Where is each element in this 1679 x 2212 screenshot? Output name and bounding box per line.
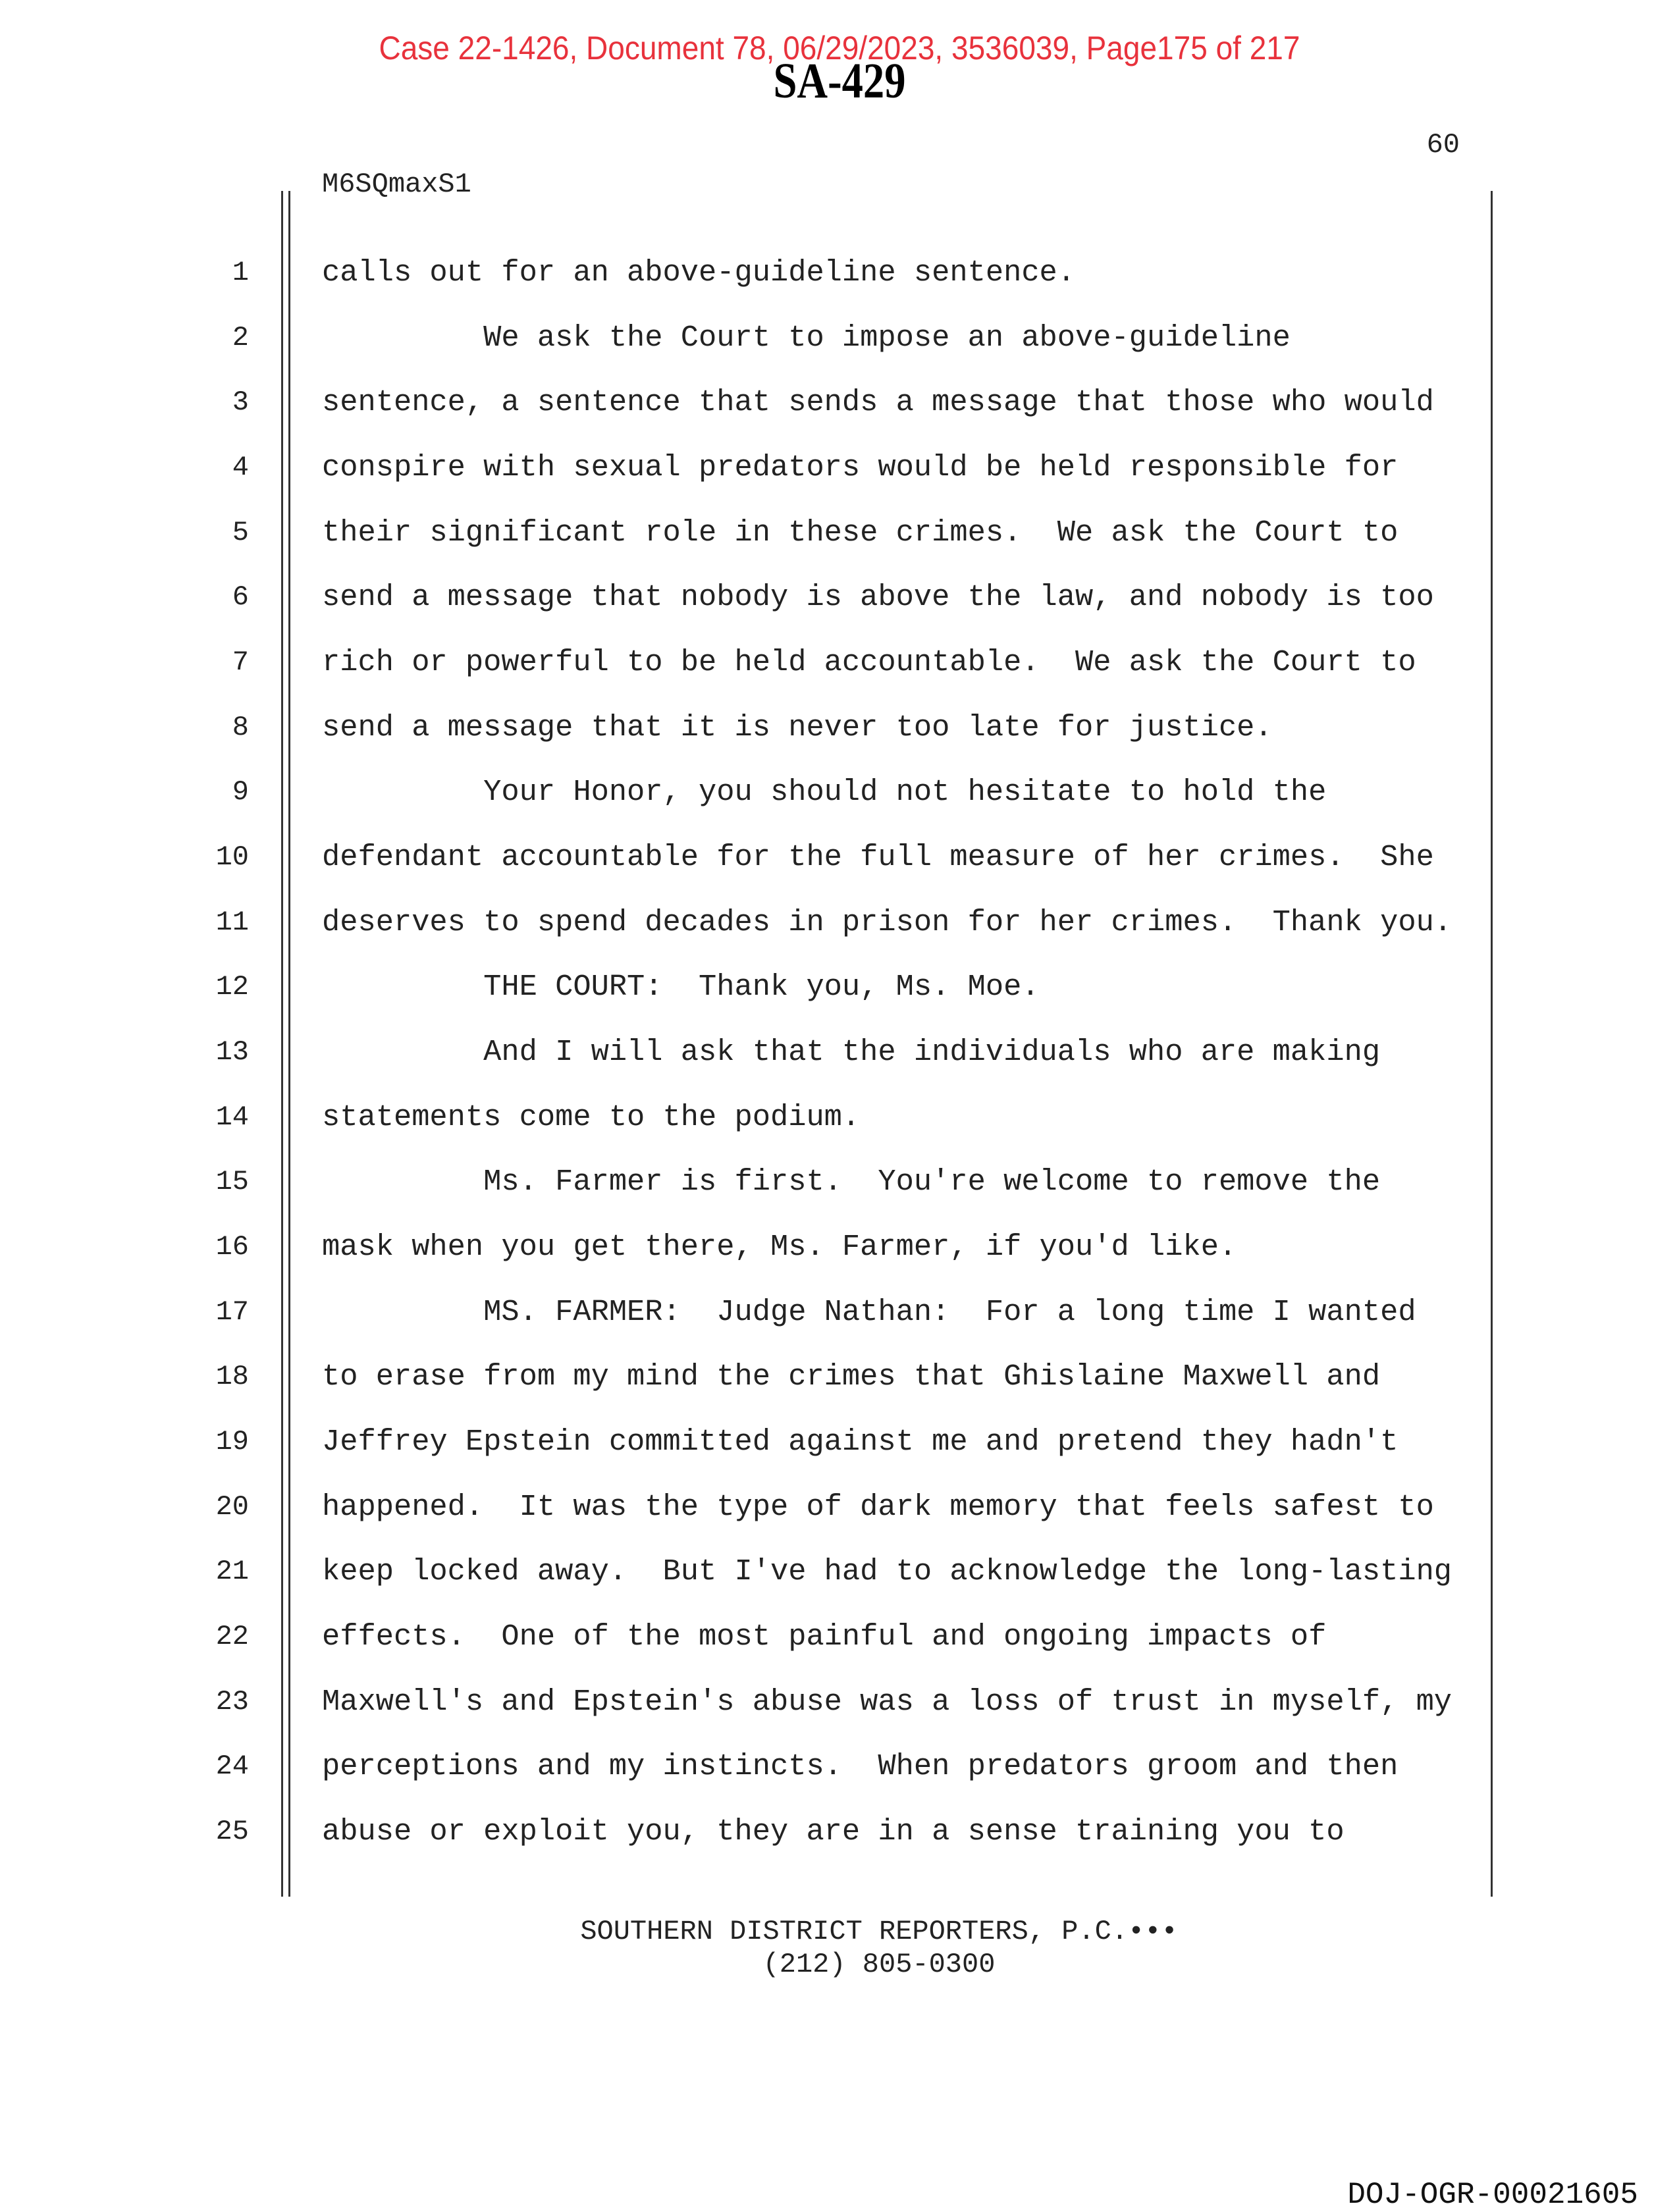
- line-number: 19: [215, 1426, 249, 1458]
- line-number: 8: [232, 711, 249, 743]
- transcript-line: statements come to the podium.: [322, 1099, 861, 1134]
- transcript-line: rich or powerful to be held accountable. We ask the Court to: [322, 645, 1416, 680]
- page-number: 60: [1426, 129, 1460, 161]
- line-number: 15: [215, 1166, 249, 1198]
- line-number: 14: [215, 1101, 249, 1133]
- line-number: 1: [232, 257, 249, 288]
- line-number: 24: [215, 1751, 249, 1783]
- transcript-line: Your Honor, you should not hesitate to hold the: [322, 775, 1327, 810]
- transcript-line: happened. It was the type of dark memory that feels safest to: [322, 1489, 1434, 1524]
- transcript-line: their significant role in these crimes. We ask the Court to: [322, 515, 1399, 550]
- case-stamp: Case 22-1426, Document 78, 06/29/2023, 3536039, Page175 of 217: [379, 30, 1300, 66]
- line-number: 13: [215, 1036, 249, 1068]
- bates-number: DOJ-OGR-00021605: [1347, 2178, 1638, 2212]
- line-number: 20: [215, 1490, 249, 1523]
- transcript-line: We ask the Court to impose an above-guideline: [322, 320, 1291, 355]
- left-margin-line-outer: [281, 191, 283, 1897]
- transcript-line: perceptions and my instincts. When predators groom and then: [322, 1749, 1399, 1784]
- transcript-line: defendant accountable for the full measure of her crimes. She: [322, 840, 1434, 875]
- line-number: 9: [232, 776, 249, 808]
- transcript-line: mask when you get there, Ms. Farmer, if you'd like.: [322, 1230, 1237, 1265]
- line-number: 5: [232, 516, 249, 548]
- line-number: 21: [215, 1556, 249, 1588]
- right-margin-line: [1491, 191, 1493, 1897]
- transcript-line: to erase from my mind the crimes that Ghislaine Maxwell and: [322, 1359, 1381, 1394]
- header-code: M6SQmaxS1: [322, 169, 471, 200]
- transcript-line: deserves to spend decades in prison for her crimes. Thank you.: [322, 905, 1452, 939]
- line-number: 7: [232, 646, 249, 679]
- line-number: 25: [215, 1816, 249, 1848]
- transcript-line: sentence, a sentence that sends a message that those who would: [322, 385, 1434, 420]
- transcript-line: MS. FARMER: Judge Nathan: For a long time I wanted: [322, 1294, 1416, 1329]
- transcript-line: conspire with sexual predators would be held responsible for: [322, 450, 1399, 485]
- line-number: 17: [215, 1296, 249, 1328]
- transcript-line: keep locked away. But I've had to acknowledge the long-lasting: [322, 1554, 1452, 1589]
- line-number: 10: [215, 841, 249, 874]
- line-number: 2: [232, 321, 249, 354]
- line-number: 12: [215, 971, 249, 1003]
- transcript-line: Jeffrey Epstein committed against me and pretend they hadn't: [322, 1425, 1399, 1460]
- transcript-line: calls out for an above-guideline sentence.: [322, 255, 1076, 290]
- footer-reporter: SOUTHERN DISTRICT REPORTERS, P.C.•••: [580, 1916, 1178, 1947]
- transcript-line: send a message that nobody is above the law, and nobody is too: [322, 580, 1434, 615]
- line-number: 23: [215, 1685, 249, 1718]
- transcript-line: And I will ask that the individuals who are making: [322, 1035, 1381, 1070]
- transcript-line: THE COURT: Thank you, Ms. Moe.: [322, 970, 1040, 1005]
- left-margin-line-inner: [288, 191, 290, 1897]
- sa-number: SA-429: [773, 53, 906, 109]
- line-number: 22: [215, 1621, 249, 1653]
- transcript-line: effects. One of the most painful and ongoing impacts of: [322, 1620, 1327, 1654]
- footer-phone: (212) 805-0300: [762, 1949, 996, 1980]
- line-number: 6: [232, 581, 249, 614]
- transcript-line: Ms. Farmer is first. You're welcome to remove the: [322, 1165, 1381, 1199]
- line-number: 18: [215, 1361, 249, 1393]
- line-number: 4: [232, 452, 249, 483]
- line-number: 11: [215, 906, 249, 938]
- line-number: 3: [232, 386, 249, 419]
- transcript-line: abuse or exploit you, they are in a sense training you to: [322, 1814, 1345, 1849]
- transcript-line: send a message that it is never too late for justice.: [322, 710, 1273, 745]
- transcript-line: Maxwell's and Epstein's abuse was a loss of trust in myself, my: [322, 1684, 1452, 1719]
- line-number: 16: [215, 1231, 249, 1263]
